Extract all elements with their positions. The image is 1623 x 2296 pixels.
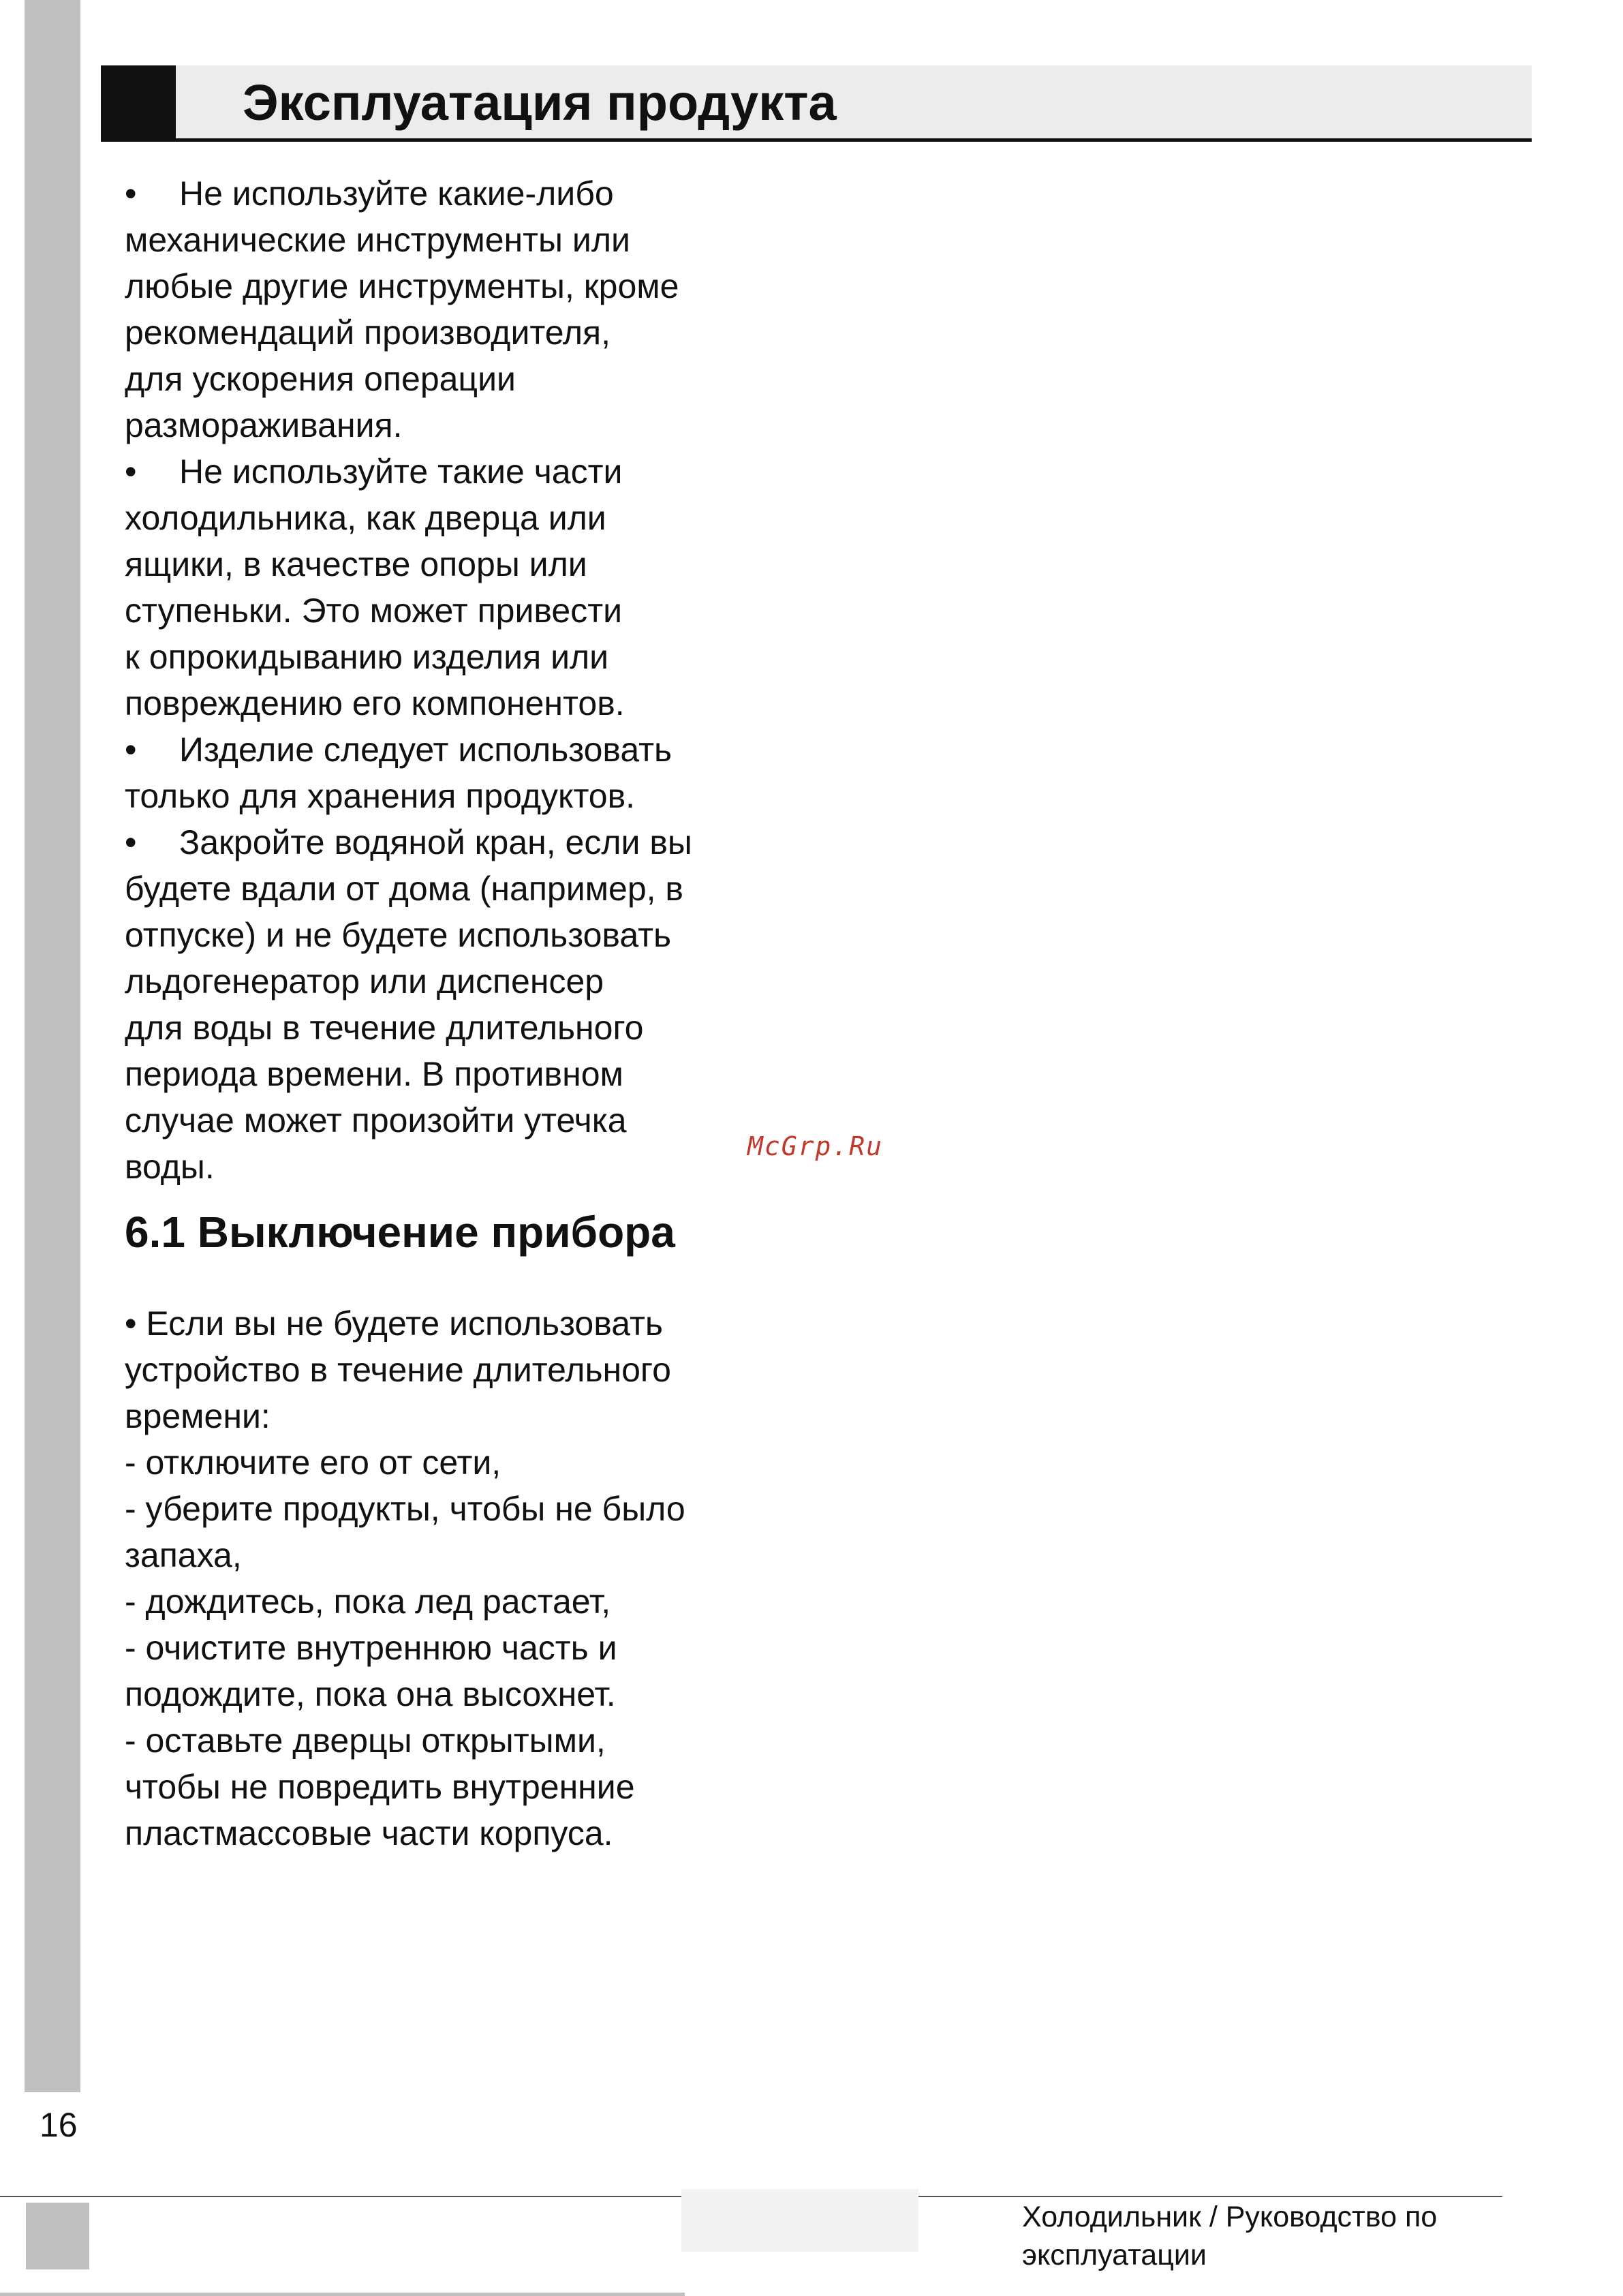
bullet-item: [125, 448, 738, 726]
bullet-text: ступеньки. Это может привести: [125, 592, 623, 630]
section-line: запаха,: [125, 1536, 242, 1574]
bullet-mark: •: [125, 823, 137, 861]
bullet-text: для ускорения операции: [125, 360, 516, 398]
bullet-line: [125, 263, 738, 309]
bullet-mark: •: [125, 453, 137, 491]
bullet-line: [125, 402, 738, 448]
bullet-text: периода времени. В противном: [125, 1055, 623, 1093]
bullet-text: холодильника, как дверца или: [125, 499, 606, 537]
bullet-line: [125, 356, 738, 402]
section-line: устройство в течение длительного: [125, 1351, 671, 1389]
bullet-line: [125, 634, 738, 680]
footer-square: [26, 2203, 89, 2269]
footer-patch: [681, 2189, 918, 2252]
section-body: [125, 1300, 738, 1856]
section-line: - дождитесь, пока лед растает,: [125, 1582, 611, 1621]
bullet-line: [125, 1097, 738, 1144]
main-content: [125, 170, 738, 1856]
section-title: 6.1 Выключение прибора: [125, 1208, 675, 1257]
section-line: чтобы не повредить внутренние: [125, 1768, 635, 1806]
bullet-line: [125, 587, 738, 634]
bullet-text: повреждению его компонентов.: [125, 684, 625, 722]
bullet-text: будете вдали от дома (например, в: [125, 870, 683, 908]
bullet-line: [125, 912, 738, 958]
bullet-line: [125, 170, 738, 217]
bullet-item: [125, 726, 738, 819]
bullet-mark: •: [125, 174, 137, 213]
bullet-line: [125, 448, 738, 495]
bullet-text: механические инструменты или: [125, 221, 630, 259]
bullet-line: [125, 541, 738, 587]
bullet-text: Закройте водяной кран, если вы: [179, 823, 692, 861]
section-line: - отключите его от сети,: [125, 1443, 501, 1482]
bullet-text: только для хранения продуктов.: [125, 777, 636, 815]
bullet-text: случае может произойти утечка: [125, 1101, 627, 1139]
bullet-line: [125, 819, 738, 866]
bullet-line: [125, 495, 738, 541]
bullet-line: [125, 958, 738, 1005]
bullet-text: льдогенератор или диспенсер: [125, 962, 604, 1000]
footer-text: [1022, 2198, 1513, 2274]
bullet-text: отпуске) и не будете использовать: [125, 916, 672, 954]
bullet-text: воды.: [125, 1148, 215, 1186]
bullet-text: Не используйте такие части: [179, 453, 623, 491]
section-line: подождите, пока она высохнет.: [125, 1675, 616, 1713]
section-line: времени:: [125, 1397, 270, 1435]
bullet-text: рекомендаций производителя,: [125, 313, 611, 352]
bullet-line: [125, 1005, 738, 1051]
bullet-text: к опрокидыванию изделия или: [125, 638, 609, 676]
bullet-text: Не используйте какие-либо: [179, 174, 614, 213]
bullet-line: [125, 726, 738, 773]
section-line: - уберите продукты, чтобы не было: [125, 1490, 685, 1528]
bullet-line: [125, 1051, 738, 1097]
bullet-mark: •: [125, 731, 137, 769]
footer-bottom-rule: [0, 2293, 685, 2296]
section-line: пластмассовые части корпуса.: [125, 1814, 613, 1852]
bullet-item: [125, 819, 738, 1190]
footer-line-1: Холодильник / Руководство по: [1022, 2201, 1438, 2233]
page-title: Эксплуатация продукта: [243, 74, 837, 131]
side-accent-bar: [25, 0, 80, 2092]
bullet-text: размораживания.: [125, 406, 403, 444]
bullet-line: [125, 680, 738, 726]
bullet-list: [125, 170, 738, 1190]
header-black-block: [101, 65, 176, 142]
bullet-text: любые другие инструменты, кроме: [125, 267, 679, 305]
footer-line-2: эксплуатации: [1022, 2239, 1207, 2271]
bullet-line: [125, 309, 738, 356]
section-line: • Если вы не будете использовать: [125, 1304, 663, 1343]
bullet-line: [125, 1144, 738, 1190]
bullet-text: для воды в течение длительного: [125, 1009, 644, 1047]
section-line: - очистите внутреннюю часть и: [125, 1629, 617, 1667]
section-line: - оставьте дверцы открытыми,: [125, 1721, 606, 1760]
bullet-item: [125, 170, 738, 448]
bullet-line: [125, 866, 738, 912]
watermark: McGrp.Ru: [747, 1131, 884, 1161]
bullet-line: [125, 773, 738, 819]
bullet-text: Изделие следует использовать: [179, 731, 673, 769]
bullet-line: [125, 217, 738, 263]
bullet-text: ящики, в качестве опоры или: [125, 545, 587, 583]
page-number: 16: [40, 2106, 78, 2144]
